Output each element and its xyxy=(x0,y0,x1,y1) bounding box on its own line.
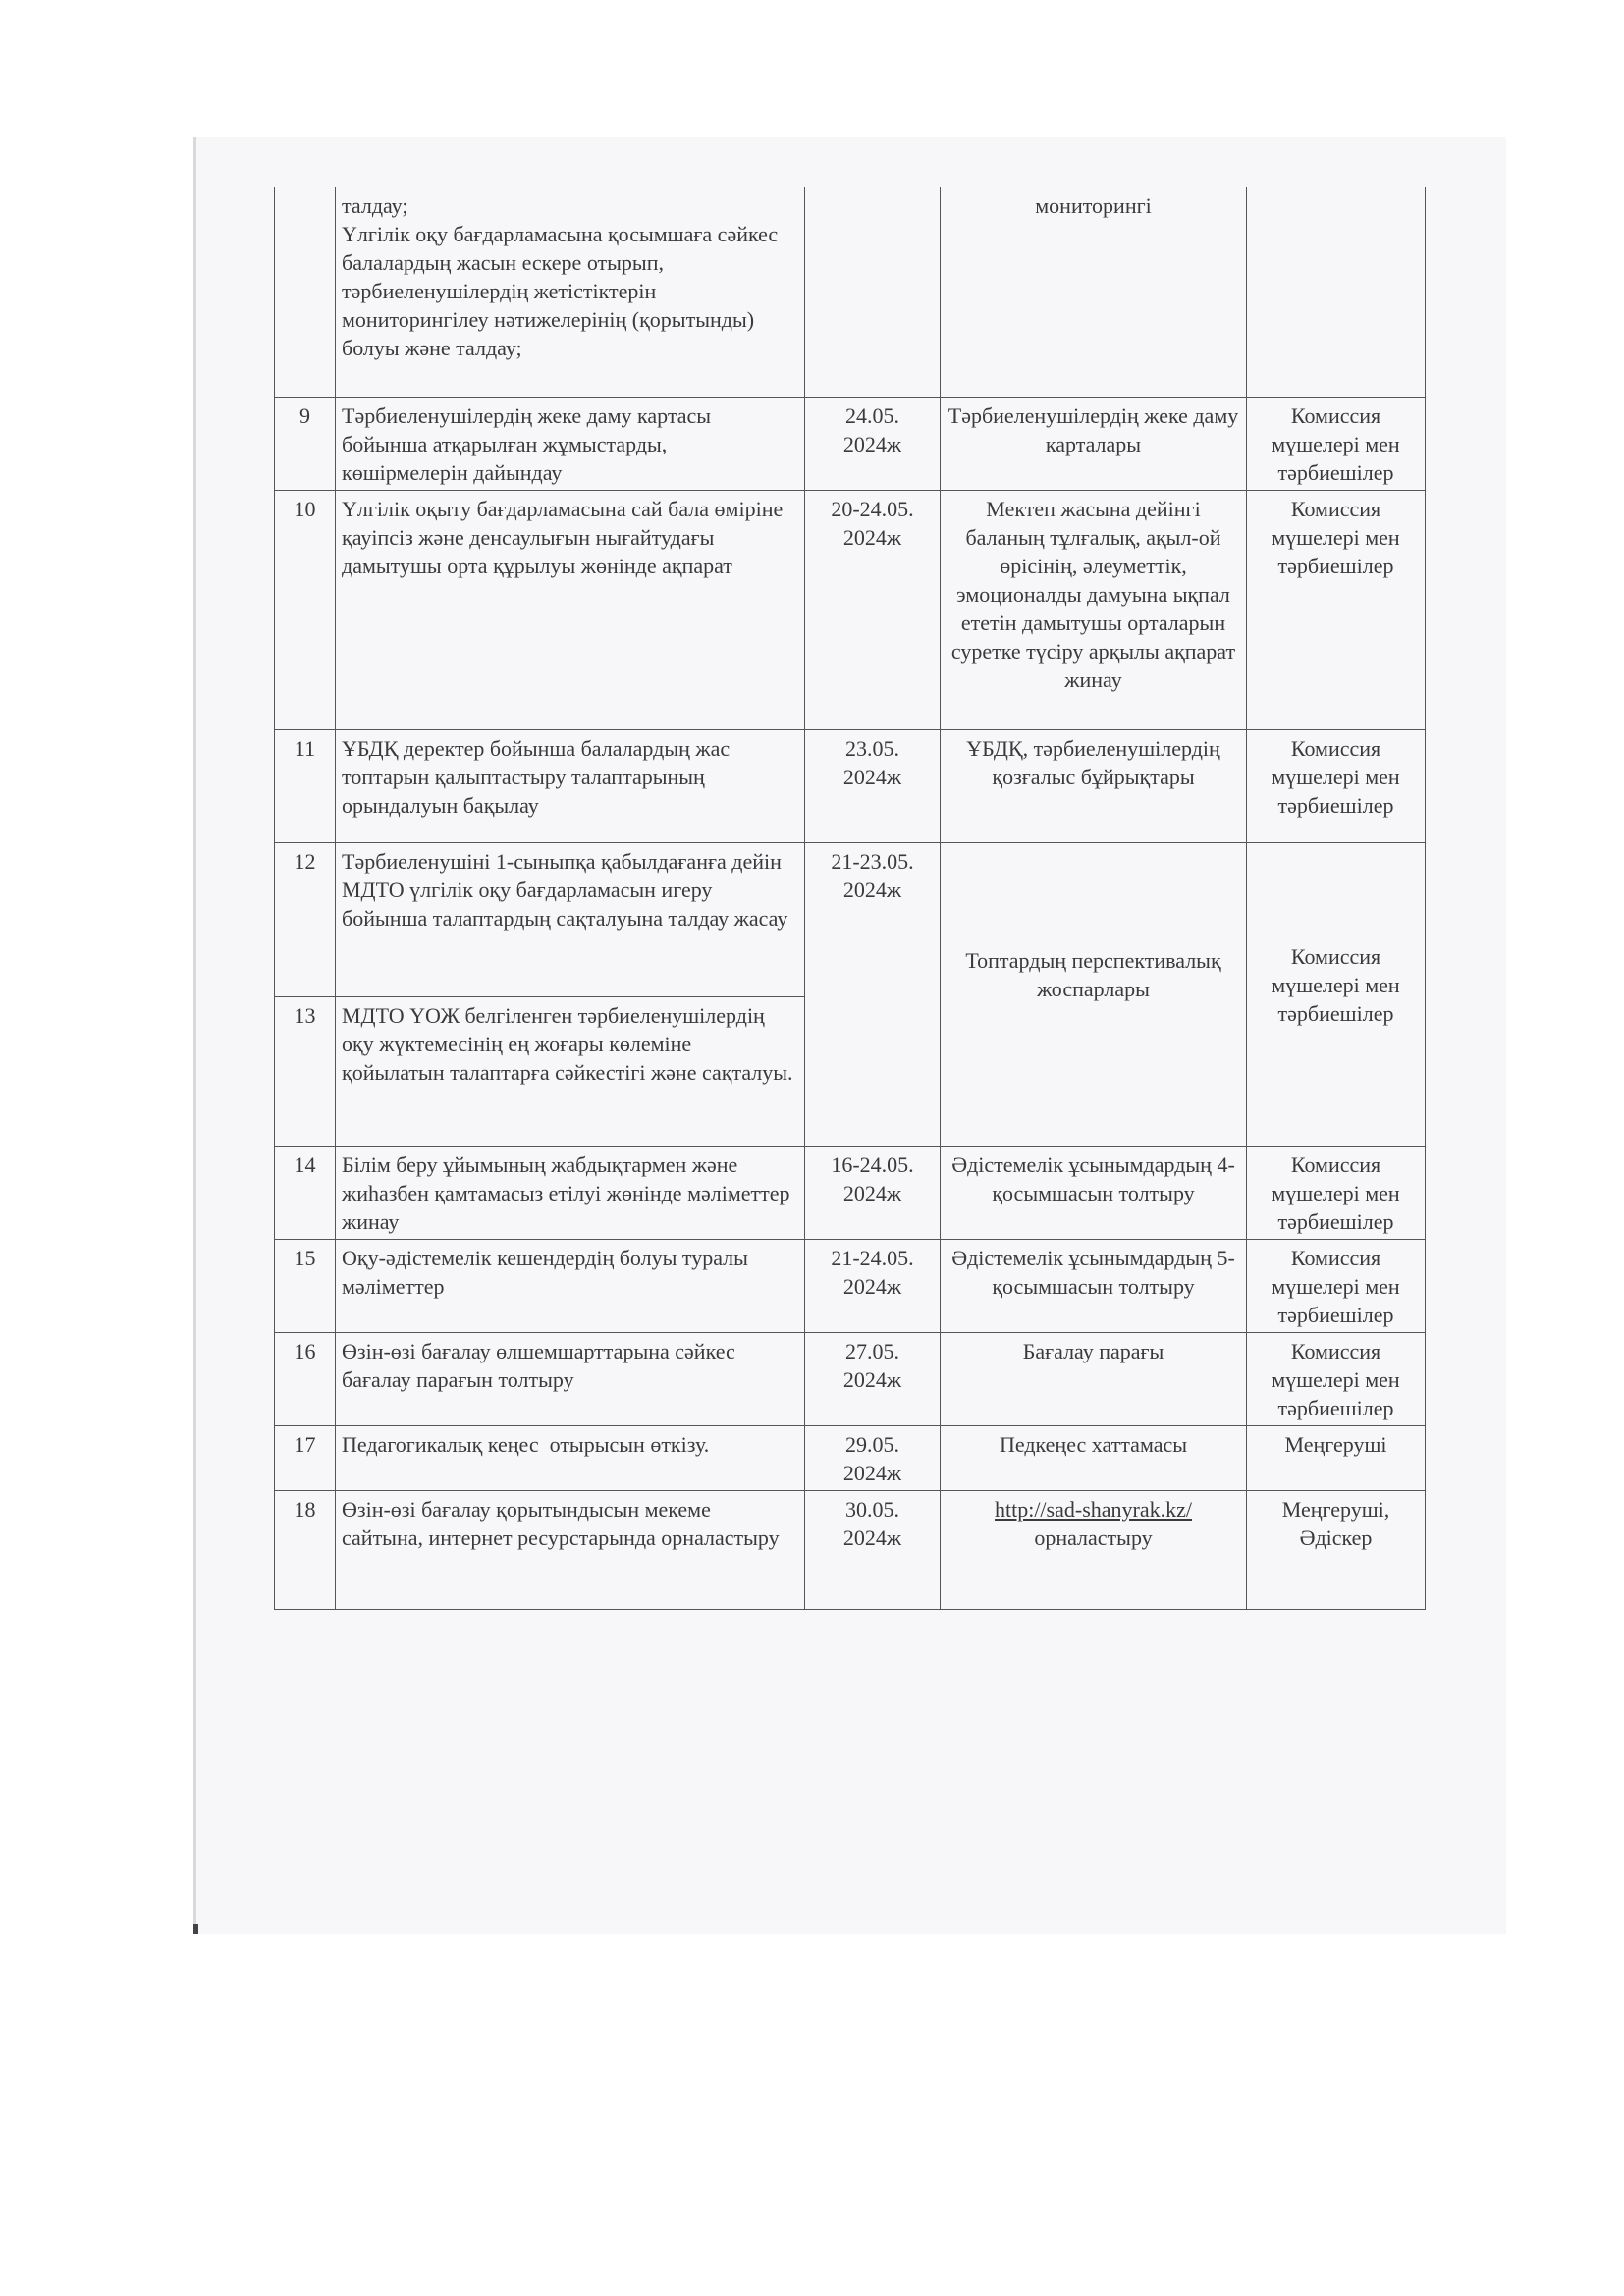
row-date xyxy=(805,1240,941,1333)
row-description: Өзін-өзі бағалау қорытындысын мекеме сайтына, интернет ресурстарында орналастыру xyxy=(336,1491,805,1610)
row-result: Бағалау парағы xyxy=(941,1333,1247,1426)
row-description xyxy=(336,187,805,398)
row-date xyxy=(805,398,941,491)
scan-edge xyxy=(193,137,196,1934)
row-date-line: 16-24.05. xyxy=(831,1152,914,1177)
row-date-line: 2024ж xyxy=(842,878,902,902)
row-description: Тәрбиеленушілердің жеке даму картасы бойынша атқарылған жұмыстарды, көшірмелерін дайындау xyxy=(336,398,805,491)
row-responsible: Комиссия мүшелері мен тәрбиешілер xyxy=(1247,491,1426,730)
row-date-line: 2024ж xyxy=(842,1274,902,1299)
row-date xyxy=(805,1333,941,1426)
row-number: 16 xyxy=(275,1333,336,1426)
row-date-line: 23.05. xyxy=(845,736,899,761)
table-row xyxy=(275,398,1426,491)
row-date-line: 21-24.05. xyxy=(831,1246,914,1270)
row-result: мониторингі xyxy=(941,187,1247,398)
row-number: 13 xyxy=(275,997,336,1147)
row-number: 18 xyxy=(275,1491,336,1610)
row-number: 17 xyxy=(275,1426,336,1491)
scan-mark xyxy=(193,1924,198,1934)
table-row xyxy=(275,491,1426,730)
row-responsible: Комиссия мүшелері мен тәрбиешілер xyxy=(1247,1147,1426,1240)
plan-table xyxy=(274,187,1426,1610)
row-date-line: 20-24.05. xyxy=(831,497,914,521)
table-row xyxy=(275,1426,1426,1491)
table-row xyxy=(275,1240,1426,1333)
row-description: Білім беру ұйымының жабдықтармен және жиһазбен қамтамасыз етілуі жөнінде мәліметтер жинау xyxy=(336,1147,805,1240)
table-row xyxy=(275,1491,1426,1610)
row-date-line: 24.05. xyxy=(845,403,899,428)
row-responsible: Комиссия мүшелері мен тәрбиешілер xyxy=(1247,1333,1426,1426)
row-description: Оқу-әдістемелік кешендердің болуы туралы мәліметтер xyxy=(336,1240,805,1333)
row-responsible: Комиссия мүшелері мен тәрбиешілер xyxy=(1247,843,1426,1147)
row-description: ҰБДҚ деректер бойынша балалардың жас топтарын қалыптастыру талаптарының орындалуын бақылау xyxy=(336,730,805,843)
row-date xyxy=(805,843,941,1147)
row-result: Мектеп жасына дейінгі баланың тұлғалық, ақыл-ой өрісінің, әлеуметтік, эмоционалды дамуына ықпал ететін дамытушы орталарын суретке түсіру арқылы ақпарат жинау xyxy=(941,491,1247,730)
row-responsible: Меңгеруші, Әдіскер xyxy=(1247,1491,1426,1610)
row-responsible: Комиссия мүшелері мен тәрбиешілер xyxy=(1247,398,1426,491)
row-result: Тәрбиеленушілердің жеке даму карталары xyxy=(941,398,1247,491)
row-date-line: 29.05. xyxy=(845,1432,899,1457)
row-date-line: 2024ж xyxy=(842,1181,902,1205)
row-description-line: талдау; xyxy=(342,193,408,218)
row-number: 11 xyxy=(275,730,336,843)
row-result: ҰБДҚ, тәрбиеленушілердің қозғалыс бұйрықтары xyxy=(941,730,1247,843)
row-date xyxy=(805,187,941,398)
table-row xyxy=(275,187,1426,398)
row-number xyxy=(275,187,336,398)
row-date-line: 2024ж xyxy=(842,432,902,456)
row-date-line: 2024ж xyxy=(842,1461,902,1485)
row-date xyxy=(805,1491,941,1610)
row-date-line: 30.05. xyxy=(845,1497,899,1522)
row-date-line: 27.05. xyxy=(845,1339,899,1363)
row-result: Топтардың перспективалық жоспарлары xyxy=(941,843,1247,1147)
row-result xyxy=(941,1491,1247,1610)
row-description-line: Үлгілік оқу бағдарламасына қосымшаға сәйкес балалардың жасын ескере отырып, тәрбиеленушілердің жетістіктерін мониторингілеу нәтижелерінің (қорытынды) болуы және талдау; xyxy=(342,222,779,360)
row-responsible: Меңгеруші xyxy=(1247,1426,1426,1491)
row-date xyxy=(805,491,941,730)
table-row xyxy=(275,1147,1426,1240)
row-date xyxy=(805,730,941,843)
row-description: Тәрбиеленушіні 1-сыныпқа қабылдағанға дейін МДТО үлгілік оқу бағдарламасын игеру бойынша талаптардың сақталуына талдау жасау xyxy=(336,843,805,997)
row-responsible xyxy=(1247,187,1426,398)
row-result: Әдістемелік ұсынымдардың 5-қосымшасын толтыру xyxy=(941,1240,1247,1333)
row-number: 15 xyxy=(275,1240,336,1333)
row-date-line: 2024ж xyxy=(842,1525,902,1550)
row-date-line: 2024ж xyxy=(842,1367,902,1392)
row-date-line: 21-23.05. xyxy=(831,849,914,874)
row-result-text: орналастыру xyxy=(1034,1525,1153,1550)
row-description: МДТО ҮОЖ белгіленген тәрбиеленушілердің оқу жүктемесінің ең жоғары көлеміне қойылатын талаптарға сәйкестігі және сақталуы. xyxy=(336,997,805,1147)
row-number: 12 xyxy=(275,843,336,997)
row-description: Педагогикалық кеңес отырысын өткізу. xyxy=(336,1426,805,1491)
row-date-line: 2024ж xyxy=(842,525,902,550)
row-date-line: 2024ж xyxy=(842,765,902,789)
table-row xyxy=(275,730,1426,843)
table-row xyxy=(275,1333,1426,1426)
row-number: 9 xyxy=(275,398,336,491)
row-result: Әдістемелік ұсынымдардың 4-қосымшасын толтыру xyxy=(941,1147,1247,1240)
row-responsible: Комиссия мүшелері мен тәрбиешілер xyxy=(1247,730,1426,843)
website-link[interactable]: http://sad-shanyrak.kz/ xyxy=(994,1497,1192,1522)
row-date xyxy=(805,1426,941,1491)
row-number: 10 xyxy=(275,491,336,730)
row-result: Педкеңес хаттамасы xyxy=(941,1426,1247,1491)
row-date xyxy=(805,1147,941,1240)
row-number: 14 xyxy=(275,1147,336,1240)
table-row xyxy=(275,843,1426,997)
row-description: Үлгілік оқыту бағдарламасына сай бала өміріне қауіпсіз және денсаулығын нығайтудағы дамытушы орта құрылуы жөнінде ақпарат xyxy=(336,491,805,730)
row-description: Өзін-өзі бағалау өлшемшарттарына сәйкес бағалау парағын толтыру xyxy=(336,1333,805,1426)
row-responsible: Комиссия мүшелері мен тәрбиешілер xyxy=(1247,1240,1426,1333)
